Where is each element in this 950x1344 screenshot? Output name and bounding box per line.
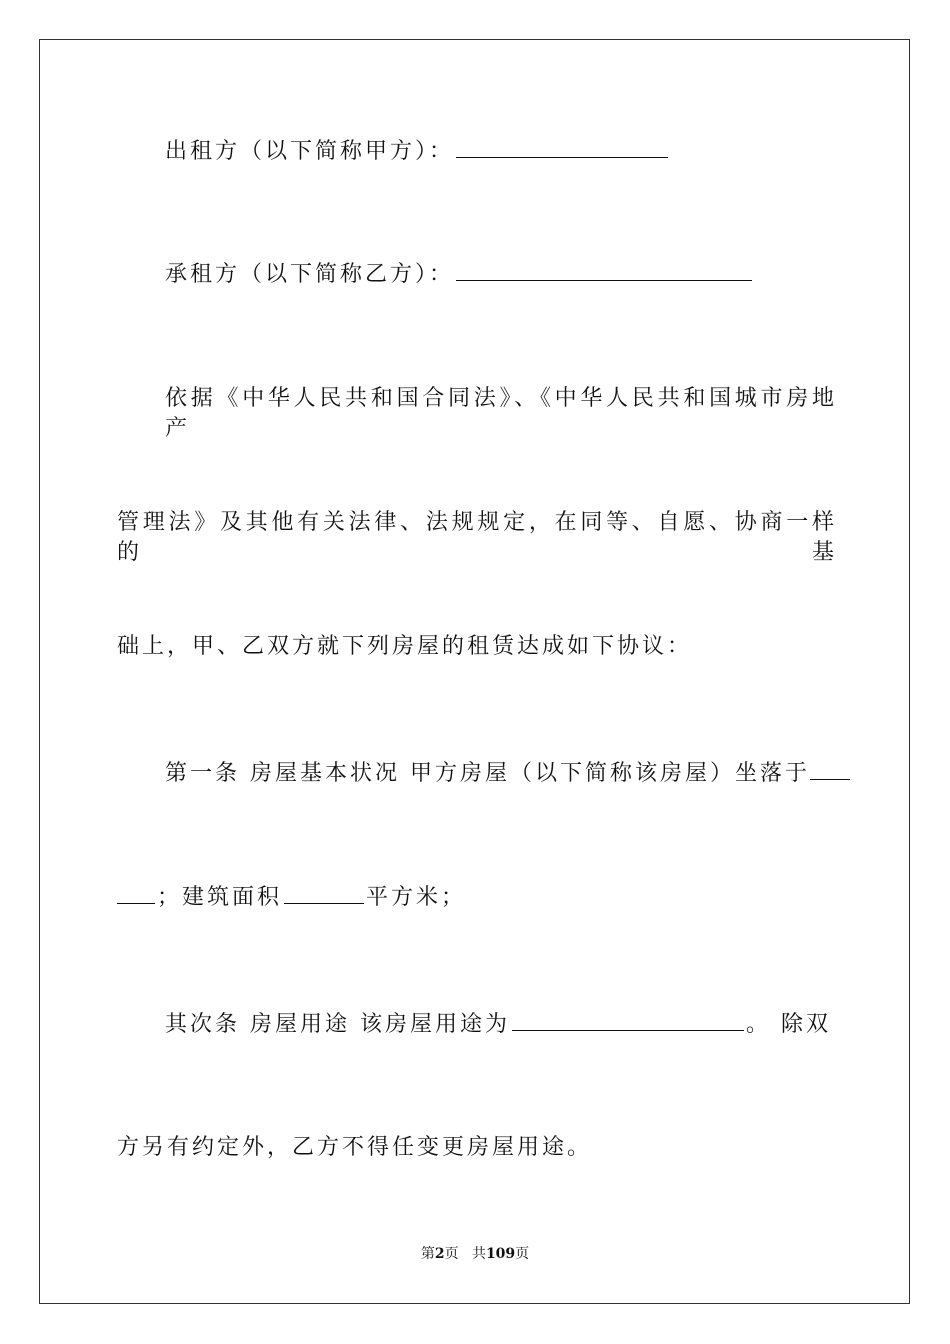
area-label: ；建筑面积 <box>157 885 283 910</box>
intro-line-1: 依据《中华人民共和国合同法》、《中华人民共和国城市房地产 <box>165 386 837 441</box>
lessor-name-blank[interactable] <box>456 137 668 158</box>
page-suffix: 页 <box>444 1246 459 1262</box>
lessee-line <box>165 260 837 290</box>
lessor-label: 出租方（以下简称甲方）： <box>165 139 455 164</box>
article1-line-2 <box>117 883 837 913</box>
location-blank-part1[interactable] <box>810 759 850 780</box>
lessor-line <box>165 137 837 167</box>
total-suffix: 页 <box>515 1246 530 1262</box>
article2-line-1 <box>165 1010 837 1040</box>
article2-text: 其次条 房屋用途 该房屋用途为 <box>165 1012 510 1037</box>
area-blank[interactable] <box>284 883 364 904</box>
lessee-label: 承租方（以下简称乙方）： <box>165 262 455 287</box>
article1-line-1 <box>165 759 837 789</box>
total-pages: 109 <box>485 1246 516 1262</box>
article2-text-tail: 。 除双 <box>746 1012 831 1037</box>
page-prefix: 第 <box>420 1246 435 1262</box>
article2-line-2: 方另有约定外，乙方不得任变更房屋用途。 <box>117 1135 593 1160</box>
location-blank-part2[interactable] <box>117 883 155 904</box>
lessee-name-blank[interactable] <box>456 260 752 281</box>
article1-text: 第一条 房屋基本状况 甲方房屋（以下简称该房屋）坐落于 <box>165 761 810 786</box>
page-number: 2 <box>434 1246 445 1262</box>
intro-line-3: 础上，甲、乙双方就下列房屋的租赁达成如下协议： <box>117 634 693 659</box>
usage-blank[interactable] <box>512 1010 744 1031</box>
page-frame <box>39 39 910 1304</box>
page-footer <box>0 1244 950 1264</box>
area-unit: 平方米； <box>366 885 467 910</box>
total-prefix: 共 <box>471 1246 486 1262</box>
intro-line-2: 管理法》及其他有关法律、法规规定，在同等、自愿、协商一样的基 <box>117 510 837 565</box>
